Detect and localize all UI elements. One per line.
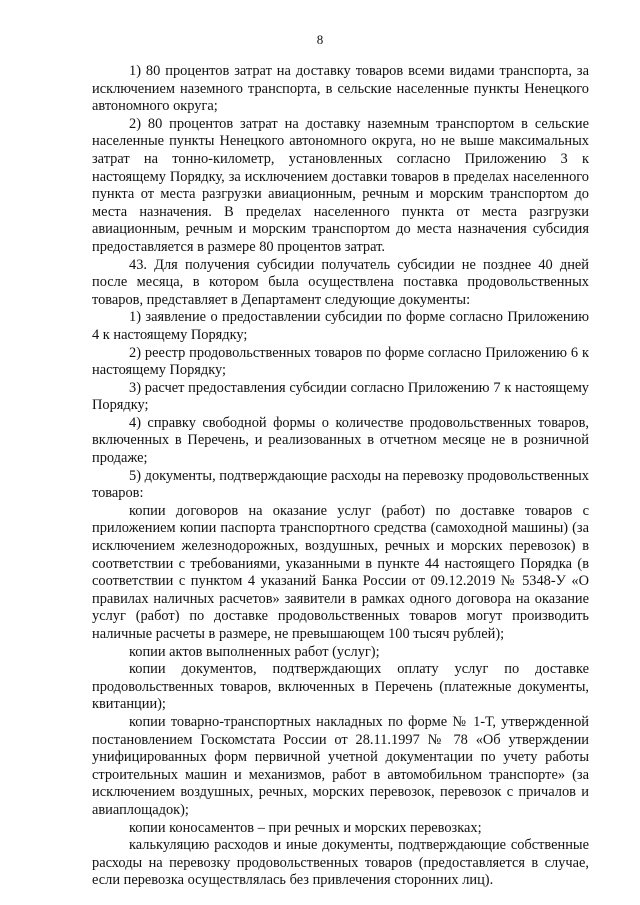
paragraph-section-43: 43. Для получения субсидии получатель субсидии не позднее 40 дней после месяца, в котором была осуществлена поставка продовольственных товаров, представляет в Департамент следующие документы:: [92, 256, 589, 308]
page-number: 8: [316, 32, 324, 47]
paragraph-document-3: 3) расчет предоставления субсидии согласно Приложению 7 к настоящему Порядку;: [92, 379, 589, 414]
paragraph-payment-copies: копии документов, подтверждающих оплату услуг по доставке продовольственных товаров, включенных в Перечень (платежные документы, квитанции);: [92, 661, 589, 713]
paragraph-contract-copies: копии договоров на оказание услуг (работ) по доставке товаров с приложением копии паспорта транспортного средства (самоходной машины) (за исключением железнодорожных, воздушных, речных и морских перевозок) в соответствии с требованиями, указанными в пункте 44 настоящего Порядка (в соответствии с пунктом 4 указаний Банка России от 09.12.2019 № 5348-У «О правилах наличных расчетов» заявители в рамках одного договора на оказание услуг (работ) по доставке продовольственных товаров могут производить наличные расчеты в размере, не превышающем 100 тысяч рублей);: [92, 502, 589, 642]
paragraph-subsidy-rate-1: 1) 80 процентов затрат на доставку товаров всеми видами транспорта, за исключением наземного транспорта, в сельские населенные пункты Ненецкого автономного округа;: [92, 63, 589, 115]
paragraph-acts-copies: копии актов выполненных работ (услуг);: [129, 643, 380, 660]
paragraph-document-2: 2) реестр продовольственных товаров по форме согласно Приложению 6 к настоящему Порядку;: [92, 344, 589, 379]
paragraph-document-1: 1) заявление о предоставлении субсидии по форме согласно Приложению 4 к настоящему Порядку;: [92, 309, 589, 343]
document-body: [92, 63, 589, 890]
paragraph-bills-of-lading: копии коносаментов – при речных и морских перевозках;: [129, 819, 482, 836]
paragraph-waybill-copies: копии товарно-транспортных накладных по форме № 1-Т, утвержденной постановлением Госкомстата России от 28.11.1997 № 78 «Об утверждении унифицированных форм первичной учетной документации по учету работы строительных машин и механизмов, работ в автомобильном транспорте» (за исключением воздушных, речных, морских перевозок, перевозок с причалов и авиаплощадок);: [92, 713, 589, 818]
paragraph-document-5: 5) документы, подтверждающие расходы на перевозку продовольственных товаров:: [92, 467, 589, 502]
paragraph-document-4: 4) справку свободной формы о количестве продовольственных товаров, включенных в Перечень, и реализованных в отчетном месяце не в розничной продаже;: [92, 414, 589, 467]
paragraph-subsidy-rate-2: 2) 80 процентов затрат на доставку наземным транспортом в сельские населенные пункты Ненецкого автономного округа, но не выше максимальных затрат на тонно-километр, установленных согласно Приложению 3 к настоящему Порядку, за исключением доставки товаров в пределах населенного пункта от места разгрузки авиационным, речным и морским транспортом до места назначения. В пределах населенного пункта от места разгрузки авиационным, речным и морским транспортом до места назначения субсидия предоставляется в размере 80 процентов затрат.: [92, 115, 589, 255]
paragraph-cost-calculation: калькуляцию расходов и иные документы, подтверждающие собственные расходы на перевозку продовольственных товаров (предоставляется в случае, если перевозка осуществлялась без привлечения сторонних лиц).: [92, 837, 589, 889]
